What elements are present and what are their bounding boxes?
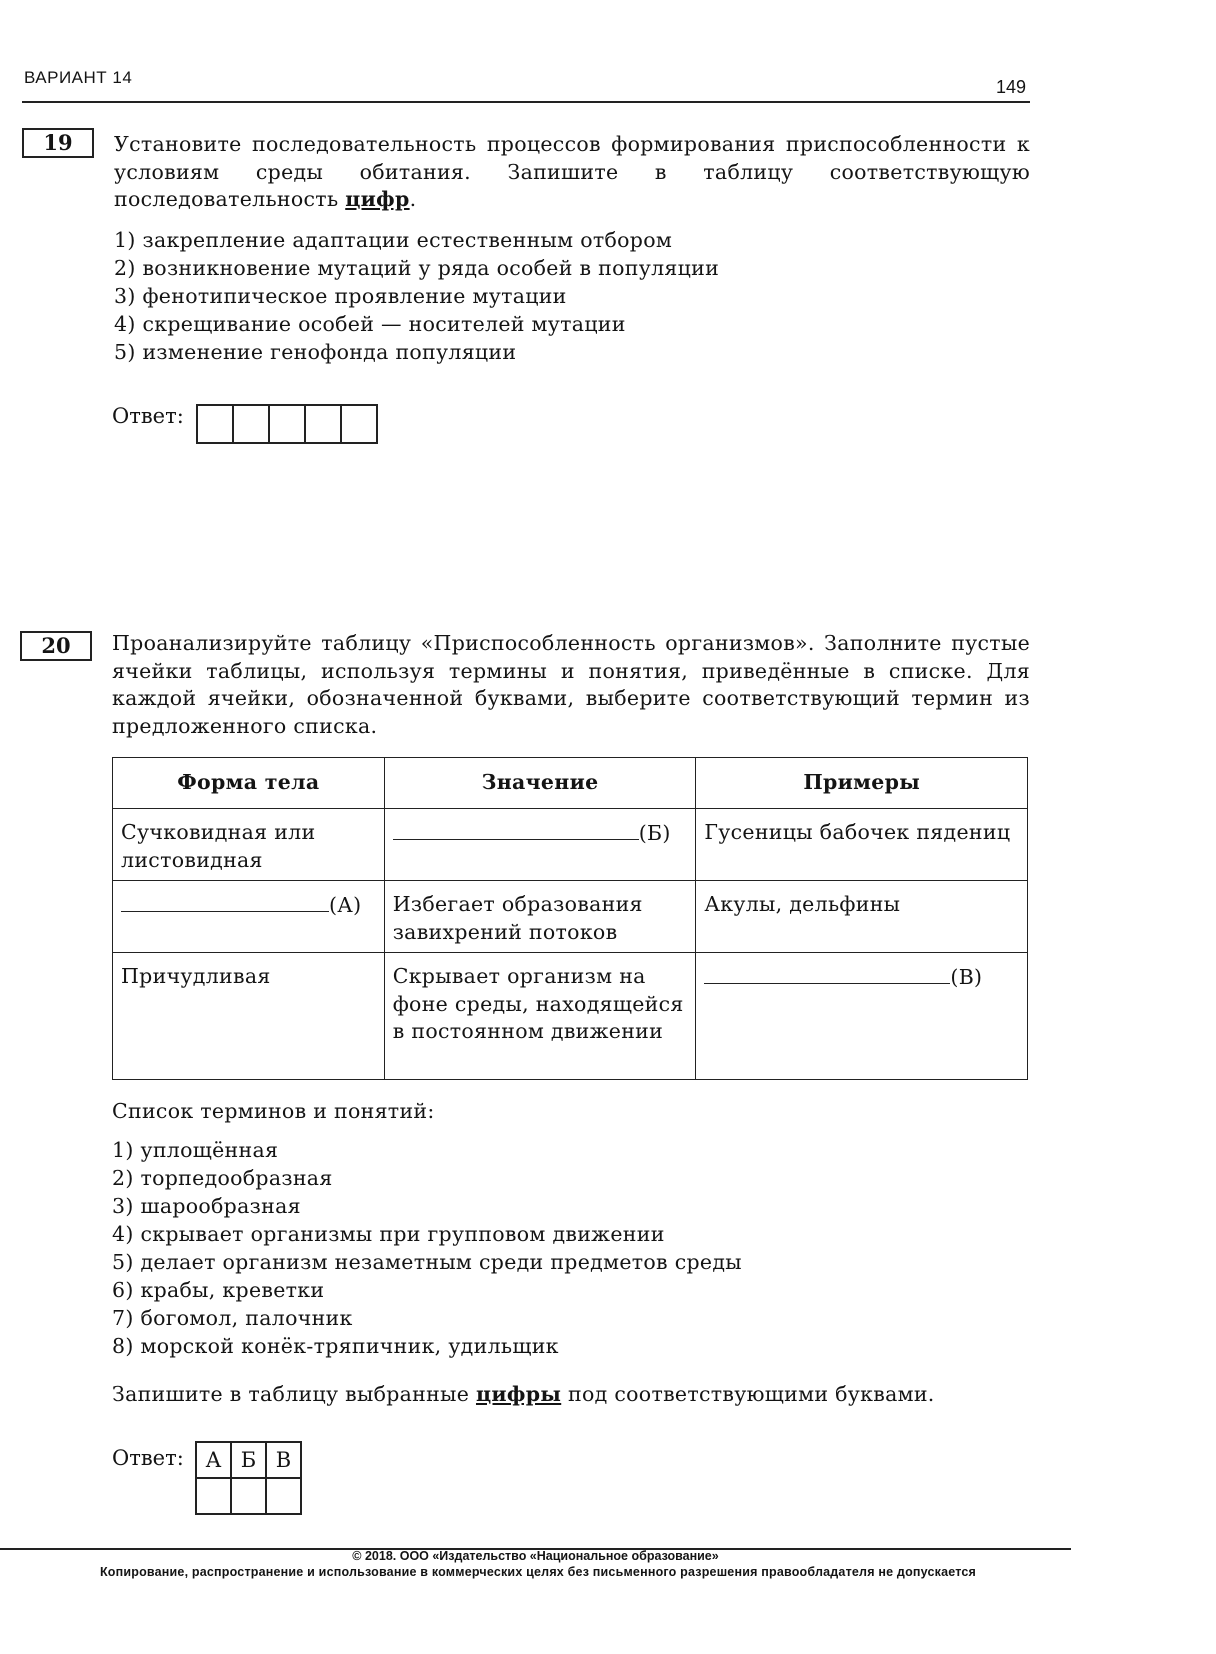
- question-19-answer-label: Ответ:: [112, 404, 184, 428]
- question-20-number: 20: [20, 631, 92, 661]
- variant-label: ВАРИАНТ 14: [24, 68, 133, 87]
- instruction-text-end: под соответствующими буквами.: [561, 1382, 935, 1406]
- question-20-answer-grid: [195, 1441, 302, 1515]
- term-item: 6) крабы, креветки: [112, 1278, 325, 1302]
- terms-list: [112, 1137, 1012, 1361]
- term-item: 7) богомол, палочник: [112, 1306, 353, 1330]
- table-cell: Акулы, дельфины: [696, 881, 1028, 953]
- blank-mark: (Б): [638, 821, 671, 845]
- answer-cell[interactable]: [266, 1478, 301, 1514]
- header-divider: [22, 101, 1030, 103]
- answer-cell[interactable]: [306, 406, 342, 442]
- copyright-line: © 2018. ООО «Издательство «Национальное образование»: [352, 1549, 719, 1563]
- question-20-prompt: Проанализируйте таблицу «Приспособленность организмов». Заполните пустые ячейки таблицы, используя термины и понятия, приведённые в списке. Для каждой ячейки, обозначенной буквами, выберите соответствующий термин из предложенного списка.: [112, 631, 1030, 738]
- answer-letter: А: [196, 1442, 231, 1478]
- table-cell-blank-a[interactable]: [113, 881, 385, 953]
- term-item: 8) морской конёк-тряпичник, удильщик: [112, 1334, 559, 1358]
- adaptation-table: [112, 757, 1028, 1080]
- option-item: 1) закрепление адаптации естественным отбором: [114, 228, 673, 252]
- answer-cell[interactable]: [270, 406, 306, 442]
- answer-letters-row: [196, 1442, 301, 1478]
- table-header-row: [113, 758, 1028, 809]
- option-item: 4) скрещивание особей — носителей мутации: [114, 312, 626, 336]
- question-19-number: 19: [22, 128, 94, 158]
- answer-cell[interactable]: [234, 406, 270, 442]
- question-19-options: [114, 227, 1014, 367]
- question-19-answer-boxes[interactable]: [196, 404, 378, 444]
- instruction-emphasis: цифры: [475, 1382, 562, 1406]
- term-item: 3) шарообразная: [112, 1194, 301, 1218]
- term-item: 2) торпедообразная: [112, 1166, 333, 1190]
- table-cell-blank-b[interactable]: [384, 809, 696, 881]
- option-item: 2) возникновение мутаций у ряда особей в популяции: [114, 256, 720, 280]
- blank-mark: (В): [950, 965, 983, 989]
- answer-cell[interactable]: [198, 406, 234, 442]
- term-item: 5) делает организм незаметным среди предметов среды: [112, 1250, 742, 1274]
- table-header-cell: Значение: [384, 758, 696, 809]
- table-cell-blank-v[interactable]: [696, 953, 1028, 1080]
- table-row: [113, 881, 1028, 953]
- term-item: 1) уплощённая: [112, 1138, 279, 1162]
- question-19-prompt-text: Установите последовательность процессов формирования приспособленности к условиям среды обитания. Запишите в таблицу соответствующую последовательность: [114, 132, 1030, 211]
- answer-cell[interactable]: [196, 1478, 231, 1514]
- table-row: [113, 809, 1028, 881]
- terms-list-title: Список терминов и понятий:: [112, 1099, 435, 1123]
- question-20-answer-label: Ответ:: [112, 1446, 184, 1470]
- instruction-text: Запишите в таблицу выбранные: [112, 1382, 476, 1406]
- answer-letter: Б: [231, 1442, 266, 1478]
- question-19-prompt: [114, 131, 1030, 214]
- option-item: 5) изменение генофонда популяции: [114, 340, 517, 364]
- copyright-notice: Копирование, распространение и использование в коммерческих целях без письменного разрешения правообладателя не допускается: [99, 1565, 977, 1579]
- answer-letter: В: [266, 1442, 301, 1478]
- table-row: [113, 953, 1028, 1080]
- answer-cell[interactable]: [231, 1478, 266, 1514]
- table-header-cell: Форма тела: [113, 758, 385, 809]
- option-item: 3) фенотипическое проявление мутации: [114, 284, 567, 308]
- term-item: 4) скрывает организмы при групповом движении: [112, 1222, 665, 1246]
- question-19-prompt-end: .: [409, 187, 417, 211]
- answer-input-row: [196, 1478, 301, 1514]
- blank-line: [393, 819, 639, 840]
- table-cell: Причудливая: [113, 953, 385, 1080]
- answer-cell[interactable]: [342, 406, 376, 442]
- table-cell: Сучковидная или листовидная: [113, 809, 385, 881]
- table-cell: Избегает образования завихрений потоков: [384, 881, 696, 953]
- table-cell: Скрывает организм на фоне среды, находящейся в постоянном движении: [384, 953, 696, 1080]
- blank-line: [704, 963, 950, 984]
- question-19-prompt-emphasis: цифр: [345, 187, 410, 211]
- page-number: 149: [996, 77, 1027, 97]
- blank-line: [121, 891, 329, 912]
- table-header-cell: Примеры: [696, 758, 1028, 809]
- blank-mark: (А): [329, 893, 362, 917]
- table-cell: Гусеницы бабочек пядениц: [696, 809, 1028, 881]
- question-20-instruction: [112, 1381, 1028, 1409]
